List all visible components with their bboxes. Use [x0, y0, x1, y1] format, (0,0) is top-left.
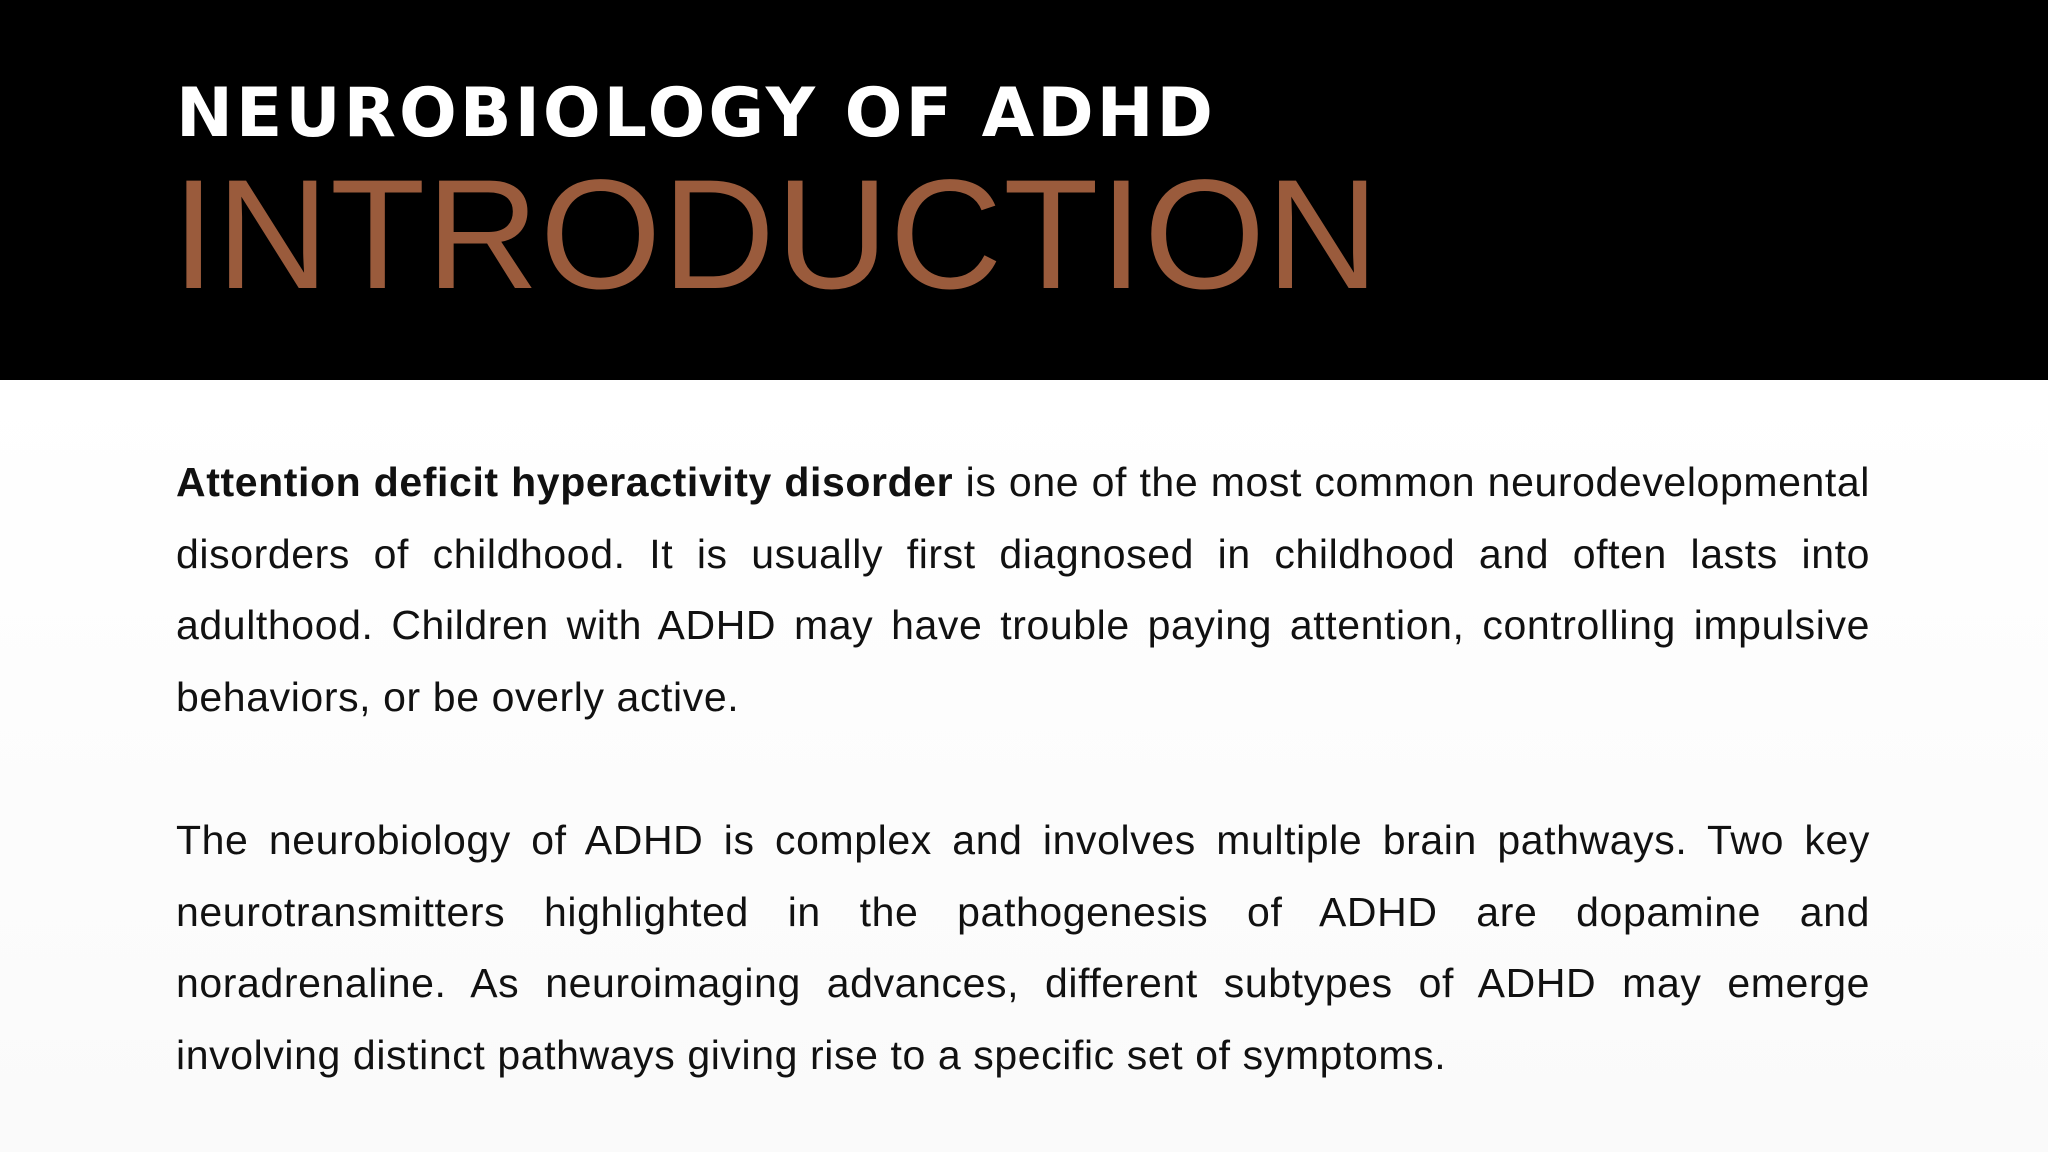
paragraph-bold-lead: Attention deficit hyperactivity disorder: [176, 459, 954, 505]
paragraph-text: The neurobiology of ADHD is complex and involves multiple brain pathways. Two key neurotransmitters highlighted in the pathogenesis of ADHD are dopamine and noradrenaline. As neuroimaging advances, different subtypes of ADHD may emerge involving distinct pathways giving rise to a specific set of symptoms.: [176, 817, 1870, 1078]
intro-paragraph-1: [176, 447, 1870, 733]
slide-title: INTRODUCTION: [172, 148, 1380, 322]
intro-paragraph-2: [176, 805, 1870, 1091]
header-band: [0, 0, 2048, 380]
paragraph-text: is one of the most common neurodevelopmental disorders of childhood. It is usually first diagnosed in childhood and often lasts into adulthood. Children with ADHD may have trouble paying attention, controlling impulsive behaviors, or be overly active.: [176, 459, 1871, 720]
slide-kicker: NEUROBIOLOGY OF ADHD: [176, 74, 1216, 153]
